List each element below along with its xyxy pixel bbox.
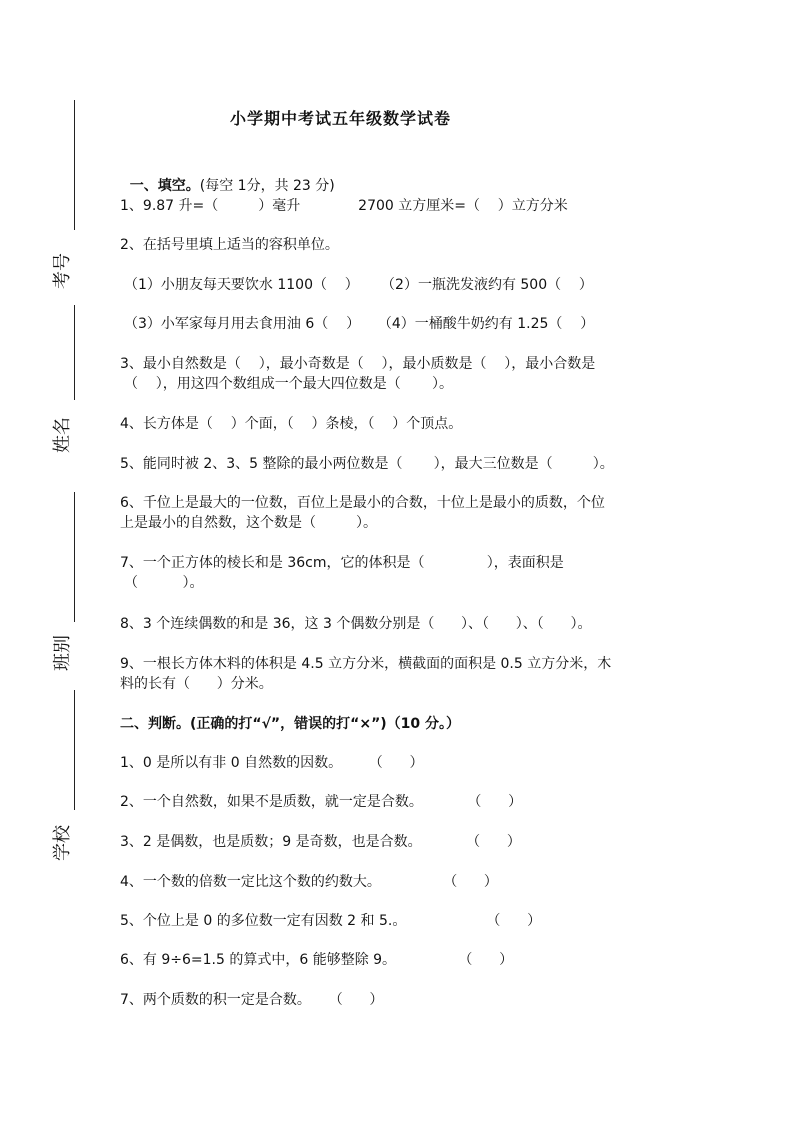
binding-label-name: 姓名 (52, 417, 73, 453)
section-1-note: (每空 1分，共 23 分) (199, 178, 335, 194)
question-line: （ ），用这四个数组成一个最大四位数是（ ）。 (124, 376, 453, 392)
binding-line-3 (74, 492, 75, 622)
question-line: 料的长有（ ）分米。 (120, 676, 273, 692)
page-title: 小学期中考试五年级数学试卷 (230, 109, 452, 128)
binding-line-4 (74, 690, 75, 810)
question-line: 8、3 个连续偶数的和是 36，这 3 个偶数分别是（ ）、（ ）、（ ）。 (120, 616, 592, 632)
judgment-line: 6、有 9÷6=1.5 的算式中，6 能够整除 9。 （ ） (120, 952, 514, 968)
judgment-line: 3、2 是偶数，也是质数；9 是奇数，也是合数。 （ ） (120, 834, 521, 850)
judgment-line: 1、0 是所以有非 0 自然数的因数。 （ ） (120, 755, 424, 771)
judgment-line: 4、一个数的倍数一定比这个数的约数大。 （ ） (120, 874, 498, 890)
section-heading-fill-blank (120, 156, 335, 196)
question-line: （ ）。 (124, 575, 204, 591)
section-1-heading: 一、填空。 (129, 178, 200, 194)
question-line: 6、千位上是最大的一位数，百位上是最小的合数，十位上是最小的质数，个位 (120, 495, 605, 511)
question-line: 7、一个正方体的棱长和是 36cm，它的体积是（ ），表面积是 (120, 555, 564, 571)
binding-line-1 (74, 100, 75, 230)
question-line: （1）小朋友每天要饮水 1100（ ） （2）一瓶洗发液约有 500（ ） (124, 277, 593, 293)
binding-label-exam-number: 考号 (52, 253, 73, 289)
question-line: 2、在括号里填上适当的容积单位。 (120, 237, 339, 253)
question-line: 1、9.87 升=（ ）毫升 2700 立方厘米=（ ）立方分米 (120, 198, 568, 214)
judgment-line: 7、两个质数的积一定是合数。 （ ） (120, 992, 384, 1008)
binding-label-school: 学校 (52, 825, 73, 861)
binding-strip (0, 0, 100, 1123)
question-line: 5、能同时被 2、3、5 整除的最小两位数是（ ），最大三位数是（ ）。 (120, 456, 614, 472)
binding-line-2 (74, 305, 75, 400)
question-line: （3）小军家每月用去食用油 6（ ） （4）一桶酸牛奶约有 1.25（ ） (124, 316, 595, 332)
question-line: 9、一根长方体木料的体积是 4.5 立方分米，横截面的面积是 0.5 立方分米，木 (120, 656, 612, 672)
section-2-heading: 二、判断。(正确的打“√”，错误的打“×”)（10 分。） (120, 716, 461, 732)
binding-label-class: 班别 (52, 635, 73, 671)
judgment-line: 2、一个自然数，如果不是质数，就一定是合数。 （ ） (120, 794, 523, 810)
judgment-line: 5、个位上是 0 的多位数一定有因数 2 和 5.。 （ ） (120, 913, 542, 929)
question-line: 4、长方体是（ ）个面，（ ）条棱，（ ）个顶点。 (120, 416, 463, 432)
question-line: 3、最小自然数是（ ），最小奇数是（ ），最小质数是（ ），最小合数是 (120, 356, 596, 372)
question-line: 上是最小的自然数，这个数是（ ）。 (120, 515, 378, 531)
